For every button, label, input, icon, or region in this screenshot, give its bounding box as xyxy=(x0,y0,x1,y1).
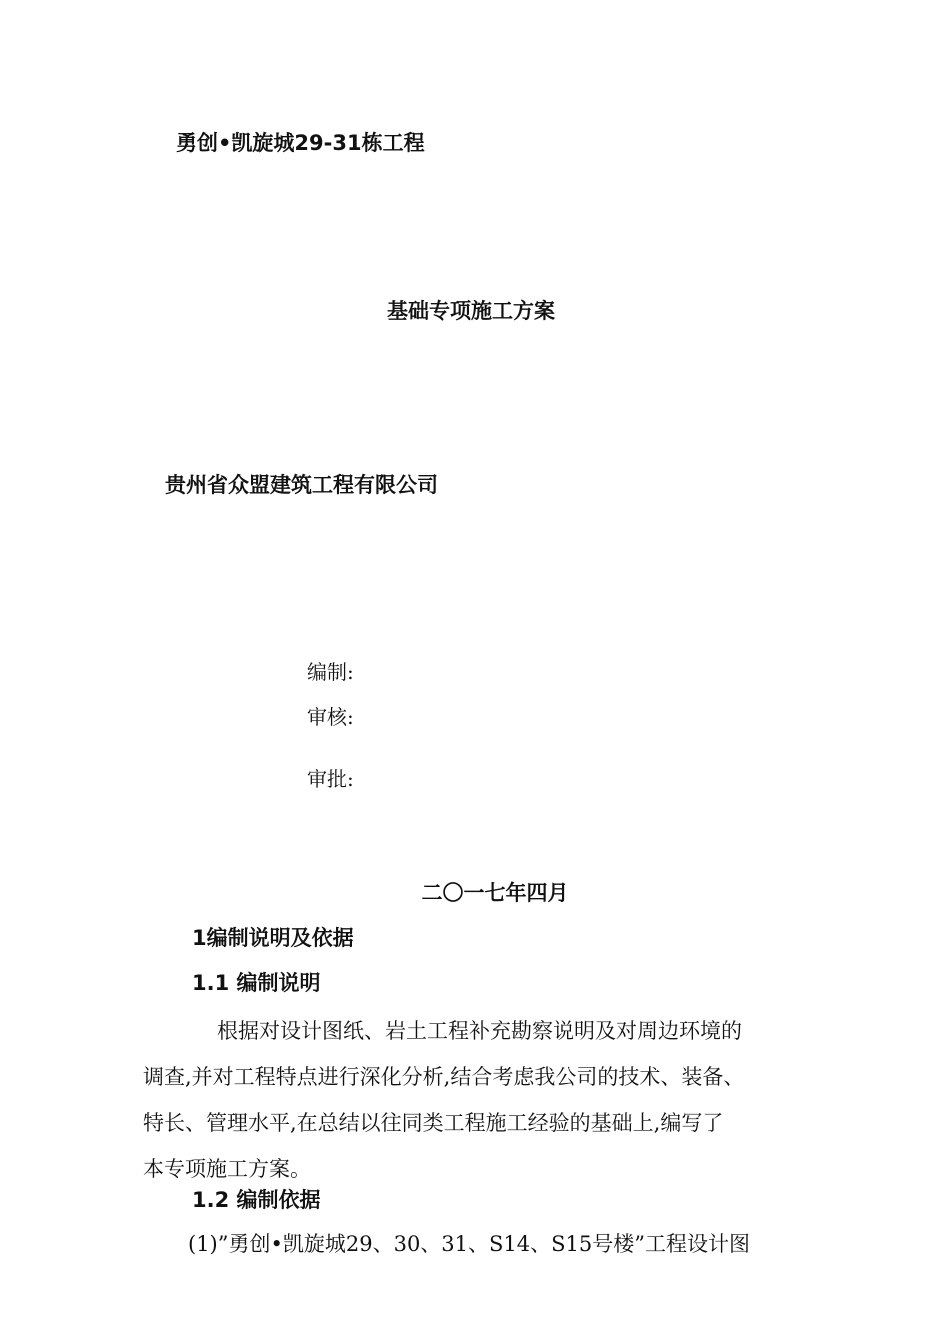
cover-date: 二〇一七年四月 xyxy=(421,881,569,905)
section-1-1-heading: 1.1 编制说明 xyxy=(192,971,321,995)
compile-signature-label: 编制: xyxy=(307,660,354,684)
plan-title: 基础专项施工方案 xyxy=(387,299,555,323)
basis-item-1: (1)”勇创•凯旋城29、30、31、S14、S15号楼”工程设计图 xyxy=(188,1232,750,1256)
review-signature-label: 审核: xyxy=(307,705,354,729)
paragraph-line: 根据对设计图纸、岩土工程补充勘察说明及对周边环境的 xyxy=(217,1019,742,1043)
paragraph-line: 本专项施工方案。 xyxy=(143,1157,311,1181)
approve-signature-label: 审批: xyxy=(307,767,354,791)
section-1-1-paragraph xyxy=(143,1008,815,1192)
section-1-heading: 1编制说明及依据 xyxy=(192,926,354,950)
project-name: 勇创•凯旋城29-31栋工程 xyxy=(176,131,425,155)
section-1-2-heading: 1.2 编制依据 xyxy=(192,1188,321,1212)
paragraph-line: 调查,并对工程特点进行深化分析,结合考虑我公司的技术、装备、 xyxy=(143,1065,745,1089)
paragraph-line: 特长、管理水平,在总结以往同类工程施工经验的基础上,编写了 xyxy=(143,1111,724,1135)
company-name: 贵州省众盟建筑工程有限公司 xyxy=(165,473,438,497)
